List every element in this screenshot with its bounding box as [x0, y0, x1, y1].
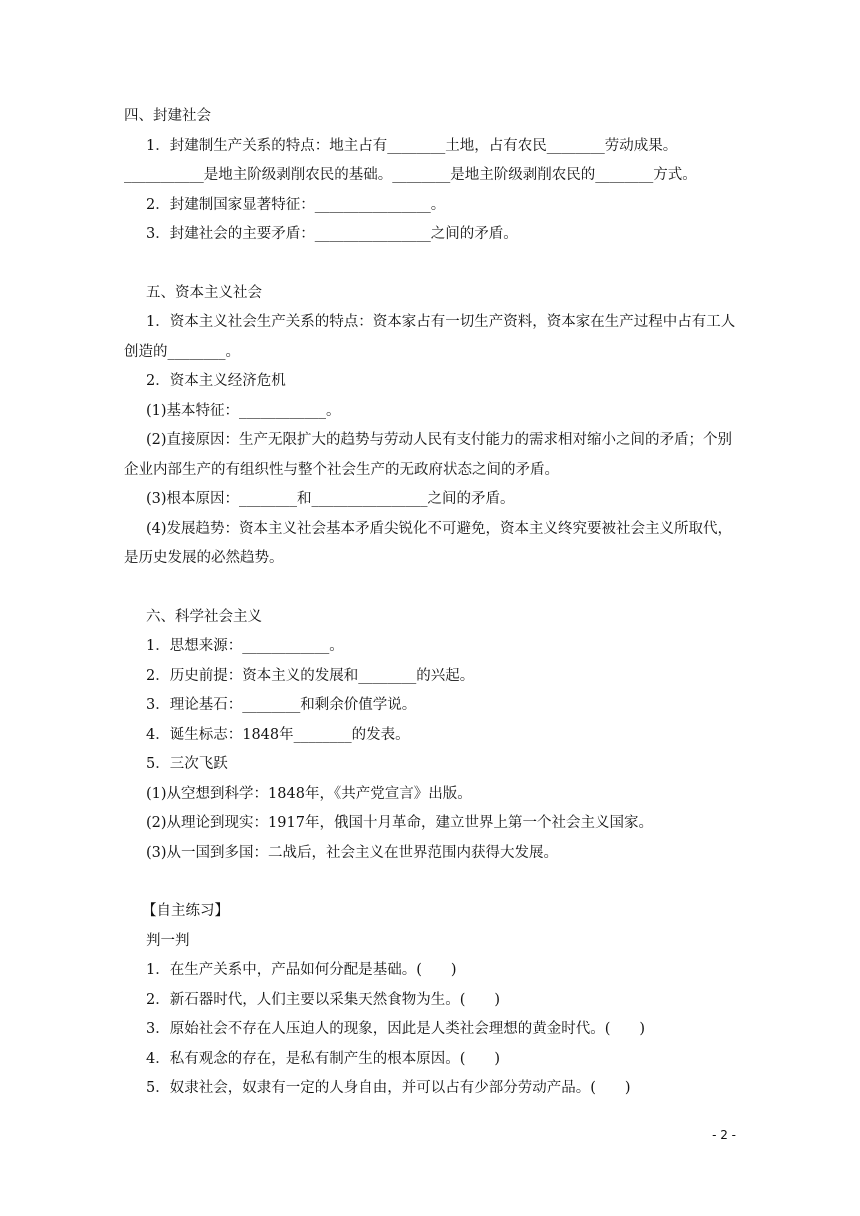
- socialism-item-5-1: (1)从空想到科学：1848年，《共产党宣言》出版。: [146, 785, 472, 802]
- practice-subheading: 判一判: [146, 932, 190, 949]
- practice-question-5: 5．奴隶社会，奴隶有一定的人身自由，并可以占有少部分劳动产品。( ): [146, 1080, 631, 1096]
- socialism-item-5: 5．三次飞跃: [146, 756, 228, 772]
- practice-question-4: 4．私有观念的存在，是私有制产生的根本原因。( ): [146, 1050, 501, 1067]
- socialism-item-5-3: (3)从一国到多国：二战后，社会主义在世界范围内获得大发展。: [146, 844, 559, 861]
- socialism-item-4: 4．诞生标志：1848年________的发表。: [146, 726, 410, 743]
- capitalism-item-2-1: (1)基本特征：____________。: [146, 402, 341, 419]
- feudal-item-1-cont: ___________是地主阶级剥削农民的基础。________是地主阶级剥削农民的________方式。: [124, 167, 697, 183]
- socialism-item-2: 2．历史前提：资本主义的发展和________的兴起。: [146, 667, 475, 684]
- practice-heading: 【自主练习】: [142, 903, 229, 919]
- practice-question-3: 3．原始社会不存在人压迫人的现象，因此是人类社会理想的黄金时代。( ): [146, 1021, 646, 1037]
- page-number: - 2 -: [712, 1128, 736, 1142]
- section-heading-capitalism: 五、资本主义社会: [146, 284, 262, 301]
- capitalism-item-2: 2．资本主义经济危机: [146, 373, 286, 389]
- document-body: [124, 102, 744, 1104]
- section-heading-socialism: 六、科学社会主义: [146, 608, 262, 625]
- practice-question-1: 1．在生产关系中，产品如何分配是基础。( ): [146, 962, 457, 978]
- practice-question-2: 2．新石器时代，人们主要以采集天然食物为生。( ): [146, 991, 501, 1008]
- feudal-item-3: 3．封建社会的主要矛盾：________________之间的矛盾。: [146, 226, 518, 242]
- capitalism-item-2-3: (3)根本原因：________和________________之间的矛盾。: [146, 491, 515, 507]
- capitalism-item-1: 1．资本主义社会生产关系的特点：资本家占有一切生产资料，资本家在生产过程中占有工人创造的________。: [124, 314, 736, 360]
- socialism-item-5-2: (2)从理论到现实：1917年，俄国十月革命，建立世界上第一个社会主义国家。: [146, 815, 653, 831]
- capitalism-item-2-2: (2)直接原因：生产无限扩大的趋势与劳动人民有支付能力的需求相对缩小之间的矛盾；个别企业内部生产的有组织性与整个社会生产的无政府状态之间的矛盾。: [124, 432, 733, 478]
- section-heading-feudal: 四、封建社会: [124, 108, 211, 124]
- socialism-item-1: 1．思想来源：____________。: [146, 638, 344, 654]
- feudal-item-1: 1．封建制生产关系的特点：地主占有________土地，占有农民________劳动成果。: [146, 137, 678, 154]
- socialism-item-3: 3．理论基石：________和剩余价值学说。: [146, 697, 417, 713]
- capitalism-item-2-4: (4)发展趋势：资本主义社会基本矛盾尖锐化不可避免，资本主义终究要被社会主义所取代，是历史发展的必然趋势。: [124, 520, 733, 566]
- feudal-item-2: 2．封建制国家显著特征：________________。: [146, 196, 446, 213]
